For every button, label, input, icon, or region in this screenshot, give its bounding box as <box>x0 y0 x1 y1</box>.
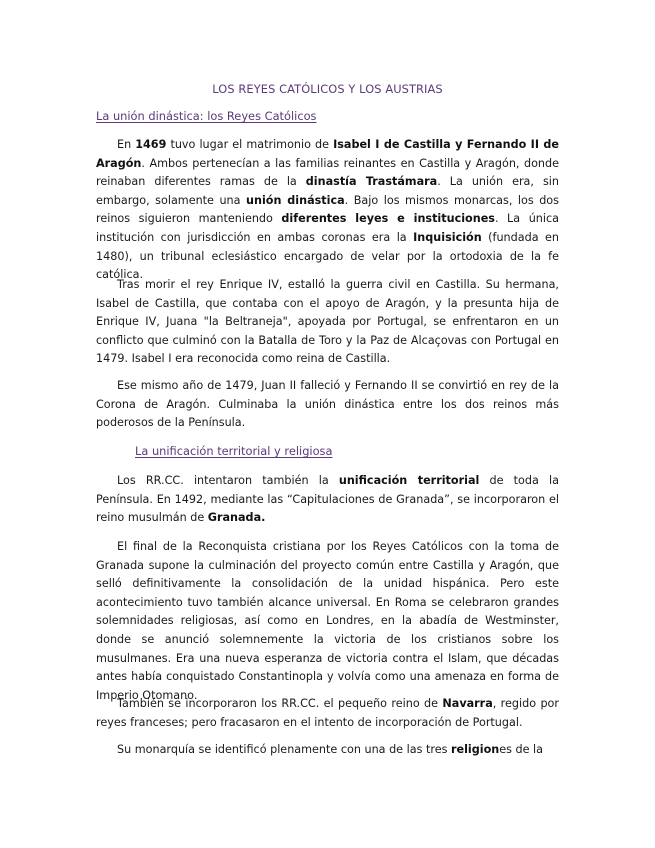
paragraph-5: El final de la Reconquista cristiana por los Reyes Católicos con la toma de Granada supone la culminación del proyecto común entre Castilla y Aragón, que selló definitivamente la consolidación de la unidad hispánica. Pero este acontecimiento tuvo también alcance universal. En Roma se celebraron grandes solemnidades religiosas, así como en Londres, en la abadía de Westminster, donde se anunció solemnemente la victoria de los cristianos sobre los musulmanes. Era una nueva esperanza de victoria contra el Islam, que décadas antes había conquistado Constantinopla y volvía como una amenaza en forma de Imperio Otomano. <box>96 540 559 702</box>
section-heading-unificacion[interactable]: La unificación territorial y religiosa <box>135 444 333 458</box>
paragraph-7 <box>96 741 559 760</box>
bold-run: 1469 <box>135 138 167 151</box>
section-heading-union-dinastica[interactable]: La unión dinástica: los Reyes Católicos <box>96 109 317 123</box>
paragraph-3: Ese mismo año de 1479, Juan II falleció y Fernando II se convirtió en rey de la Corona de Aragón. Culminaba la unión dinástica entre los dos reinos más poderosos de la Península. <box>96 379 559 430</box>
paragraph-4 <box>96 472 559 528</box>
text-run: Su monarquía se identificó plenamente con una de las tres <box>117 743 451 756</box>
page-title: LOS REYES CATÓLICOS Y LOS AUSTRIAS <box>212 82 443 96</box>
bold-run: unión dinástica <box>246 193 345 207</box>
paragraph-1 <box>96 136 559 285</box>
paragraph-6 <box>96 695 559 732</box>
text-run: (fundada en 1480), un tribunal eclesiástico encargado de velar por la ortodoxia de la fe católica. <box>96 230 560 282</box>
bold-run: Isabel I de Castilla y Fernando II de Aragón <box>96 138 559 170</box>
text-run: . Bajo los mismos monarcas, los dos reinos siguieron manteniendo <box>96 193 559 226</box>
bold-run: Granada. <box>207 511 266 525</box>
bold-run: religion <box>450 743 500 756</box>
text-run: También se incorporaron los RR.CC. el pequeño reino de <box>117 697 443 710</box>
bold-run: dinastía Trastámara <box>305 175 438 189</box>
text-run: tuvo lugar el matrimonio de <box>166 138 334 151</box>
text-run: es de la <box>499 743 544 756</box>
text-run: . La única institución con jurisdicción en ambas coronas era la <box>96 212 559 244</box>
text-run: . La unión era, sin embargo, solamente una <box>96 175 559 207</box>
bold-run: Inquisición <box>413 230 482 244</box>
text-run: de toda la Península. En 1492, mediante las “Capitulaciones de Granada”, se incorporaron el reino musulmán de <box>96 474 560 525</box>
text-run: En <box>117 138 136 151</box>
text-run: . Ambos pertenecían a las familias reinantes en Castilla y Aragón, donde reinaban diferentes ramas de la <box>96 156 559 189</box>
bold-run: Navarra <box>442 697 493 710</box>
bold-run: unificación territorial <box>338 474 480 487</box>
paragraph-2: Tras morir el rey Enrique IV, estalló la guerra civil en Castilla. Su hermana, Isabel de Castilla, que contaba con el apoyo de Aragón, y la presunta hija de Enrique IV, Juana "la Beltraneja", apoyada por Portugal, se enfrentaron en un conflicto que culminó con la Batalla de Toro y la Paz de Alcaçovas con Portugal en 1479. Isabel I era reconocida como reina de Castilla. <box>96 278 559 366</box>
text-run: , regido por reyes franceses; pero fracasaron en el intento de incorporación de Portugal. <box>96 697 559 729</box>
bold-run: diferentes leyes e instituciones <box>281 212 495 226</box>
text-run: Los RR.CC. intentaron también la <box>117 474 339 487</box>
